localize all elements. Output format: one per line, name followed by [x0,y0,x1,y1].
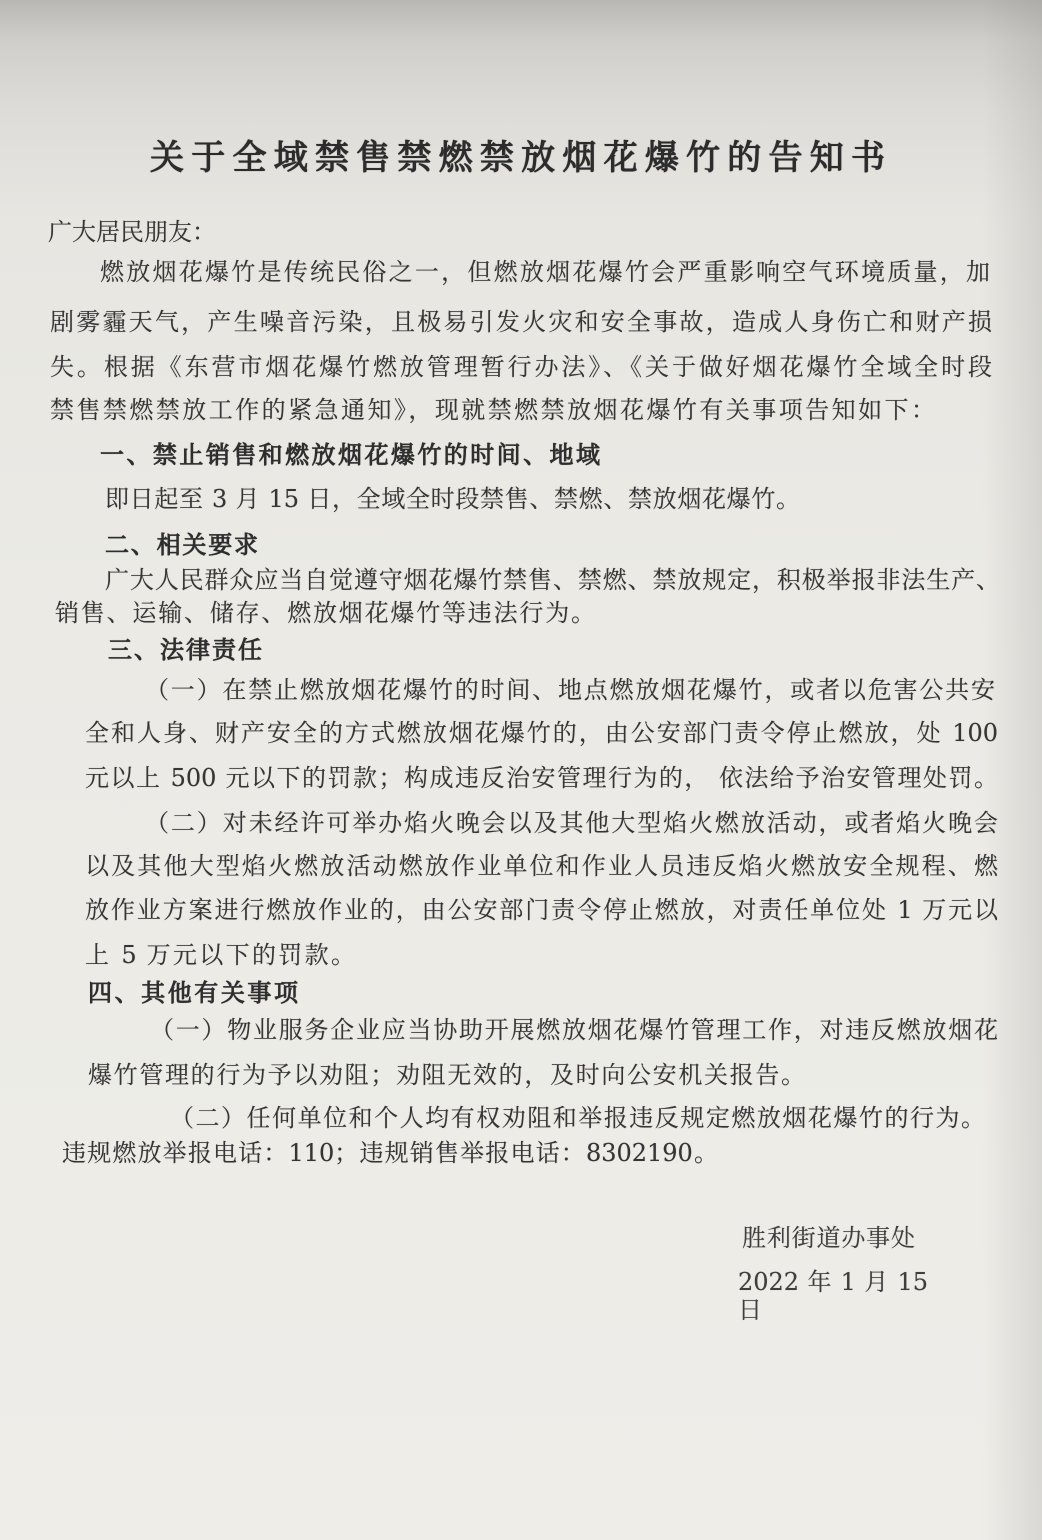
section-heading: 四、其他有关事项 [88,978,298,1007]
salutation: 广大居民朋友： [48,218,216,246]
section-heading: 三、法律责任 [108,635,262,664]
intro-line: 剧雾霾天气，产生噪音污染，且极易引发火灾和安全事故，造成人身伤亡和财产损 [50,308,992,336]
section-line: 销售、运输、储存、燃放烟花爆竹等违法行为。 [55,599,595,627]
section-heading: 一、禁止销售和燃放烟花爆竹的时间、地域 [100,440,600,469]
section-item-line: 上 5 万元以下的罚款。 [85,941,355,969]
issuer: 胜利街道办事处 [742,1224,915,1252]
intro-line: 失。根据《东营市烟花爆竹燃放管理暂行办法》、《关于做好烟花爆竹全域全时段 [50,353,992,381]
hotline-numbers: 违规燃放举报电话：110；违规销售举报电话：8302190。 [62,1139,718,1167]
section-heading: 二、相关要求 [105,530,258,559]
section-line: 即日起至 3 月 15 日，全域全时段禁售、禁燃、禁放烟花爆竹。 [105,485,800,513]
intro-line: 燃放烟花爆竹是传统民俗之一，但燃放烟花爆竹会严重影响空气环境质量，加 [100,258,990,286]
section-item-line: 爆竹管理的行为予以劝阻；劝阻无效的，及时向公安机关报告。 [88,1061,805,1089]
section-item-line: （一）在禁止燃放烟花爆竹的时间、地点燃放烟花爆竹，或者以危害公共安 [145,676,995,704]
section-line: 广大人民群众应当自觉遵守烟花爆竹禁售、禁燃、禁放规定，积极举报非法生产、 [105,566,1000,594]
issue-date: 2022 年 1 月 15 日 [738,1268,928,1324]
section-item-line: （一）物业服务企业应当协助开展燃放烟花爆竹管理工作，对违反燃放烟花 [150,1016,998,1044]
section-item-line: 以及其他大型焰火燃放活动燃放作业单位和作业人员违反焰火燃放安全规程、燃 [85,852,998,880]
section-item-line: 全和人身、财产安全的方式燃放烟花爆竹的，由公安部门责令停止燃放，处 100 [85,719,998,747]
document-title: 关于全域禁售禁燃禁放烟花爆竹的告知书 [150,138,885,178]
section-item-line: （二）对未经许可举办焰火晚会以及其他大型焰火燃放活动，或者焰火晚会 [145,809,998,837]
section-item-line: 元以上 500 元以下的罚款；构成违反治安管理行为的， 依法给予治安管理处罚。 [85,764,998,792]
section-item-line: （二）任何单位和个人均有权劝阻和举报违反规定燃放烟花爆竹的行为。 [170,1104,985,1132]
section-item-line: 放作业方案进行燃放作业的，由公安部门责令停止燃放，对责任单位处 1 万元以 [85,896,998,924]
intro-line: 禁售禁燃禁放工作的紧急通知》，现就禁燃禁放烟花爆竹有关事项告知如下： [50,396,935,424]
